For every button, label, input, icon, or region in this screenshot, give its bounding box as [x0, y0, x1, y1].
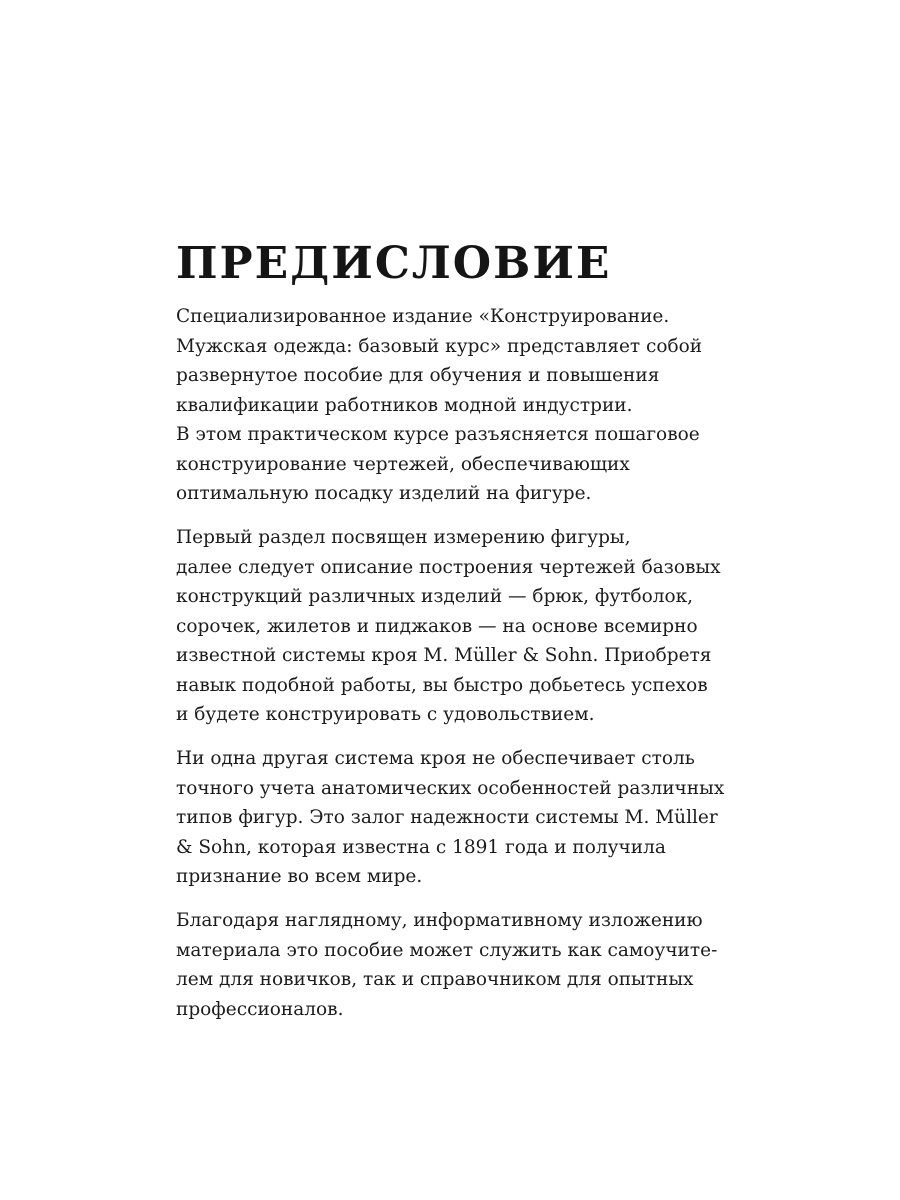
paragraph-line: Ни одна другая система кроя не обеспечивает столь [176, 748, 695, 769]
paragraph-line: оптимальную посадку изделий на фигуре. [176, 483, 592, 504]
paragraph-line: типов фигур. Это залог надежности системы M. Müller [176, 807, 718, 828]
paragraph-line: известной системы кроя M. Müller & Sohn. Приобретя [176, 645, 712, 666]
paragraph-line: навык подобной работы, вы быстро добьетесь успехов [176, 674, 708, 696]
paragraph-line: Специализированное издание «Конструирование. [176, 306, 670, 327]
paragraph-line: развернутое пособие для обучения и повышения [176, 365, 660, 386]
paragraph-line: далее следует описание построения чертежей базовых [176, 556, 721, 578]
paragraph-line: Мужская одежда: базовый курс» представляет собой [176, 335, 703, 357]
paragraph-line: В этом практическом курсе разъясняется пошаговое [176, 424, 700, 445]
paragraph-line: лем для новичков, так и справочником для опытных [176, 969, 694, 990]
paragraph-line: признание во всем мире. [176, 866, 423, 887]
paragraph-line: и будете конструировать с удовольствием. [176, 704, 595, 725]
paragraph-line: точного учета анатомических особенностей различных [176, 777, 725, 799]
paragraph-line: материала это пособие может служить как самоучите- [176, 939, 718, 961]
paragraph-line: конструкций различных изделий — брюк, футболок, [176, 586, 694, 607]
paragraph-line: квалификации работников модной индустрии. [176, 394, 633, 416]
paragraph-1 [176, 302, 702, 509]
paragraph-4 [176, 906, 717, 1024]
paragraph-line: & Sohn, которая известна с 1891 года и получила [176, 836, 666, 858]
paragraph-line: профессионалов. [176, 998, 344, 1020]
paragraph-line: Благодаря наглядному, информативному изложению [176, 910, 703, 931]
paragraph-3 [176, 744, 724, 892]
paragraph-line: сорочек, жилетов и пиджаков — на основе всемирно [176, 615, 698, 637]
paragraph-2 [176, 523, 721, 730]
page-title: ПРЕДИСЛОВИЕ [176, 238, 612, 289]
paragraph-line: Первый раздел посвящен измерению фигуры, [176, 527, 631, 548]
paragraph-line: конструирование чертежей, обеспечивающих [176, 453, 630, 475]
